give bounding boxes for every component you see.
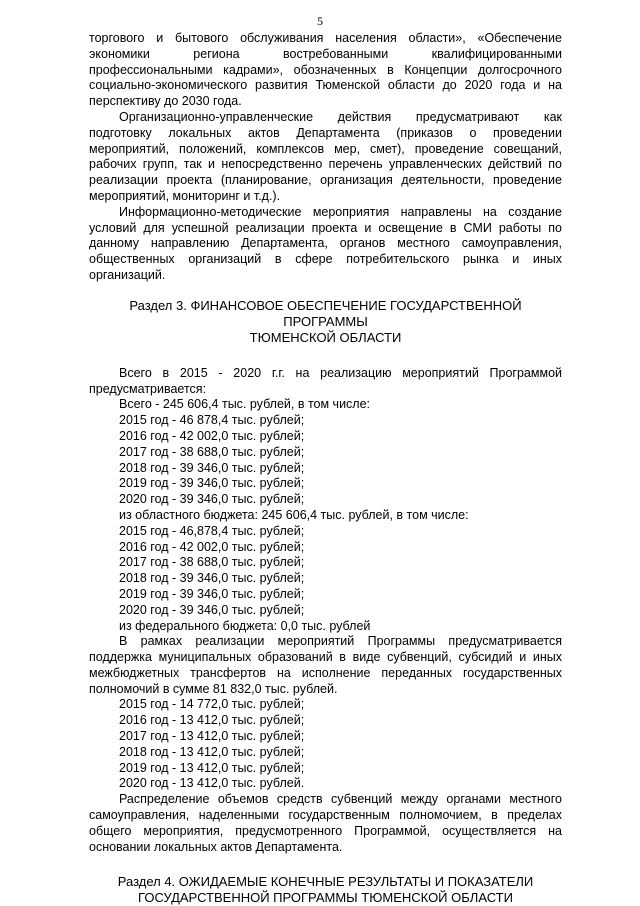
regional-year-line: 2020 год - 39 346,0 тыс. рублей; [119,602,305,617]
subsidy-year-line: 2017 год - 13 412,0 тыс. рублей; [119,729,305,744]
financing-intro: Всего в 2015 - 2020 г.г. на реализацию мероприятий Программой предусматривается: [89,365,562,396]
regional-year-line: 2017 год - 38 688,0 тыс. рублей; [119,555,305,570]
subsidy-year-line: 2019 год - 13 412,0 тыс. рублей; [119,760,305,775]
regional-year-line: 2019 год - 39 346,0 тыс. рублей; [119,586,305,601]
total-year-line: 2018 год - 39 346,0 тыс. рублей; [119,460,305,475]
subsidies-paragraph: В рамках реализации мероприятий Программы предусматривается поддержка муниципальных образований в виде субвенций, субсидий и иных межбюджетных трансфертов на исполнение переданных государственных полномочий в сумме 81 832,0 тыс. рублей. [89,634,562,696]
page-number: 5 [317,14,323,28]
paragraph-continuation: торгового и бытового обслуживания населения области», «Обеспечение экономики региона востребованными квалифицированными профессиональными кадрами», обозначенных в Концепции долгосрочного социально-экономического развития Тюменской области до 2020 года и на перспективу до 2030 года. [89,31,562,109]
total-year-line: 2017 год - 38 688,0 тыс. рублей; [119,444,305,459]
paragraph-org-actions: Организационно-управленческие действия предусматривают как подготовку локальных актов Департамента (приказов о проведении мероприятий, положений, комплексов мер, смет), проведение совещаний, рабочих групп, так и непосредственно перечень управленческих действий по реализации проекта (планирование, организация деятельности, проведение мероприятий, мониторинг и т.д.). [89,109,562,203]
total-year-line: 2016 год - 42 002,0 тыс. рублей; [119,428,305,443]
regional-year-line: 2018 год - 39 346,0 тыс. рублей; [119,571,305,586]
regional-year-line: 2016 год - 42 002,0 тыс. рублей; [119,539,305,554]
distribution-paragraph: Распределение объемов средств субвенций между органами местного самоуправления, наделенными государственным полномочием, в пределах общего мероприятия, предусмотренного Программой, осуществляется на основании локальных актов Департамента. [89,792,562,854]
document-body [89,31,562,906]
total-year-line: 2019 год - 39 346,0 тыс. рублей; [119,476,305,491]
section-4-heading-line-1: Раздел 4. ОЖИДАЕМЫЕ КОНЕЧНЫЕ РЕЗУЛЬТАТЫ И ПОКАЗАТЕЛИ [117,874,534,890]
regional-year-line: 2015 год - 46,878,4 тыс. рублей; [119,523,305,538]
section-3-heading-line-2: ТЮМЕНСКОЙ ОБЛАСТИ [249,329,402,345]
paragraph-info-actions: Информационно-методические мероприятия направлены на создание условий для успешной реализации проекта и освещение в СМИ работы по данному направлению Департамента, органов местного самоуправления, общественных организаций в сфере потребительского рынка и иных организаций. [89,204,562,282]
regional-budget-total: из областного бюджета: 245 606,4 тыс. рублей, в том числе: [119,507,469,522]
federal-budget-total: из федерального бюджета: 0,0 тыс. рублей [119,618,371,633]
section-3-heading [89,298,562,346]
total-year-line: 2015 год - 46 878,4 тыс. рублей; [119,413,305,428]
section-3-heading-line-1: Раздел 3. ФИНАНСОВОЕ ОБЕСПЕЧЕНИЕ ГОСУДАРСТВЕННОЙ ПРОГРАММЫ [129,297,522,329]
subsidy-year-line: 2018 год - 13 412,0 тыс. рублей; [119,744,305,759]
subsidy-year-line: 2015 год - 14 772,0 тыс. рублей; [119,697,305,712]
financing-total: Всего - 245 606,4 тыс. рублей, в том числе: [119,397,371,412]
total-year-line: 2020 год - 39 346,0 тыс. рублей; [119,492,305,507]
section-4-heading-line-2: ГОСУДАРСТВЕННОЙ ПРОГРАММЫ ТЮМЕНСКОЙ ОБЛАСТИ [138,890,513,906]
section-4-heading [89,874,562,906]
subsidy-year-line: 2020 год - 13 412,0 тыс. рублей. [119,776,305,791]
subsidy-year-line: 2016 год - 13 412,0 тыс. рублей; [119,713,305,728]
